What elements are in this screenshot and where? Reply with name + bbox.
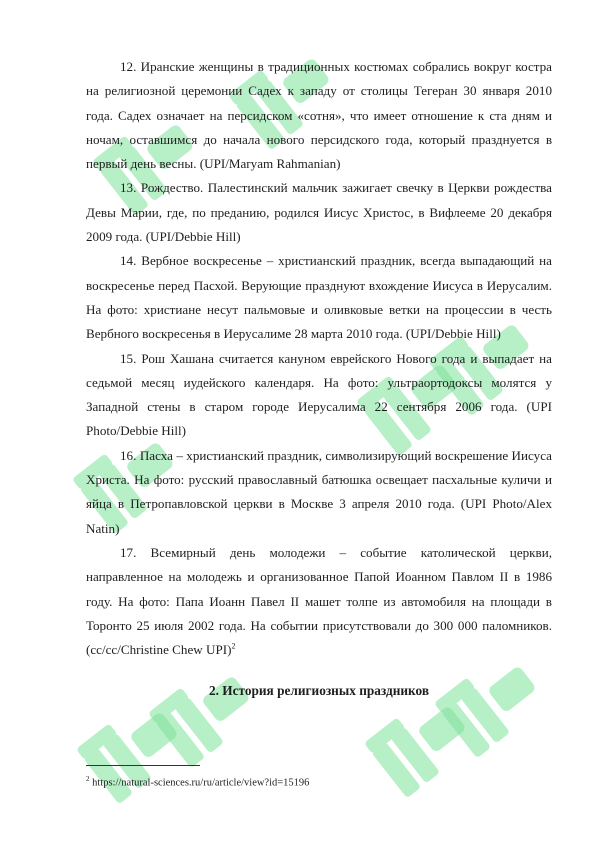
footnote-marker: 2	[86, 775, 90, 783]
section-heading: 2. История религиозных праздников	[208, 683, 430, 698]
footnote-divider	[86, 765, 200, 766]
footnote-reference[interactable]: 2	[231, 641, 236, 651]
paragraph-16: 16. Пасха – христианский праздник, символизирующий воскрешение Иисуса Христа. На фото: русский православный батюшка освещает пасхальные куличи и яйца в Петропавловской церкви в Москве 3 апреля 2010 года. (UPI Photo/Alex Natin)	[86, 447, 552, 536]
paragraph-12: 12. Иранские женщины в традиционных костюмах собрались вокруг костра на религиозной церемонии Садех к западу от столицы Тегеран 30 января 2010 года. Садех означает на персидском «сотня», что имеет отношение к ста дням и ночам, оставшимся до начала нового персидского года, который празднуется в первый день весны. (UPI/Maryam Rahmanian)	[86, 59, 552, 172]
paragraph-14: 14. Вербное воскресенье – христианский праздник, всегда выпадающий на воскресенье перед Пасхой. Верующие празднуют вхождение Иисуса в Иерусалим. На фото: христиане несут пальмовые и оливковые ветки на процессии в честь Вербного воскресенья в Иерусалиме 28 марта 2010 года. (UPI/Debbie Hill)	[86, 253, 552, 342]
paragraph-15: 15. Рош Хашана считается кануном еврейского Нового года и выпадает на седьмой месяц иудейского календаря. На фото: ультраортодоксы молятся у Западной стены в старом городе Иерусалима 22 сентября 2006 года. (UPI Photo/Debbie Hill)	[86, 350, 552, 439]
footnote-link[interactable]: https://natural-sciences.ru/ru/article/view?id=15196	[92, 777, 310, 789]
paragraph-17: 17. Всемирный день молодежи – событие католической церкви, направленное на молодежь и организованное Папой Иоанном Павлом II в 1986 году. На фото: Папа Иоанн Павел II машет толпе из автомобиля на площади в Торонто 25 июля 2002 года. На событии присутствовали до 300 000 паломников. (cc/cc/Christine Chew UPI)$^2$	[86, 544, 552, 658]
paragraph-13: 13. Рождество. Палестинский мальчик зажигает свечку в Церкви рождества Девы Марии, где, по преданию, родился Иисус Христос, в Вифлееме 20 декабря 2009 года. (UPI/Debbie Hill)	[86, 180, 552, 245]
footnote	[86, 772, 309, 791]
body-text	[86, 55, 552, 662]
